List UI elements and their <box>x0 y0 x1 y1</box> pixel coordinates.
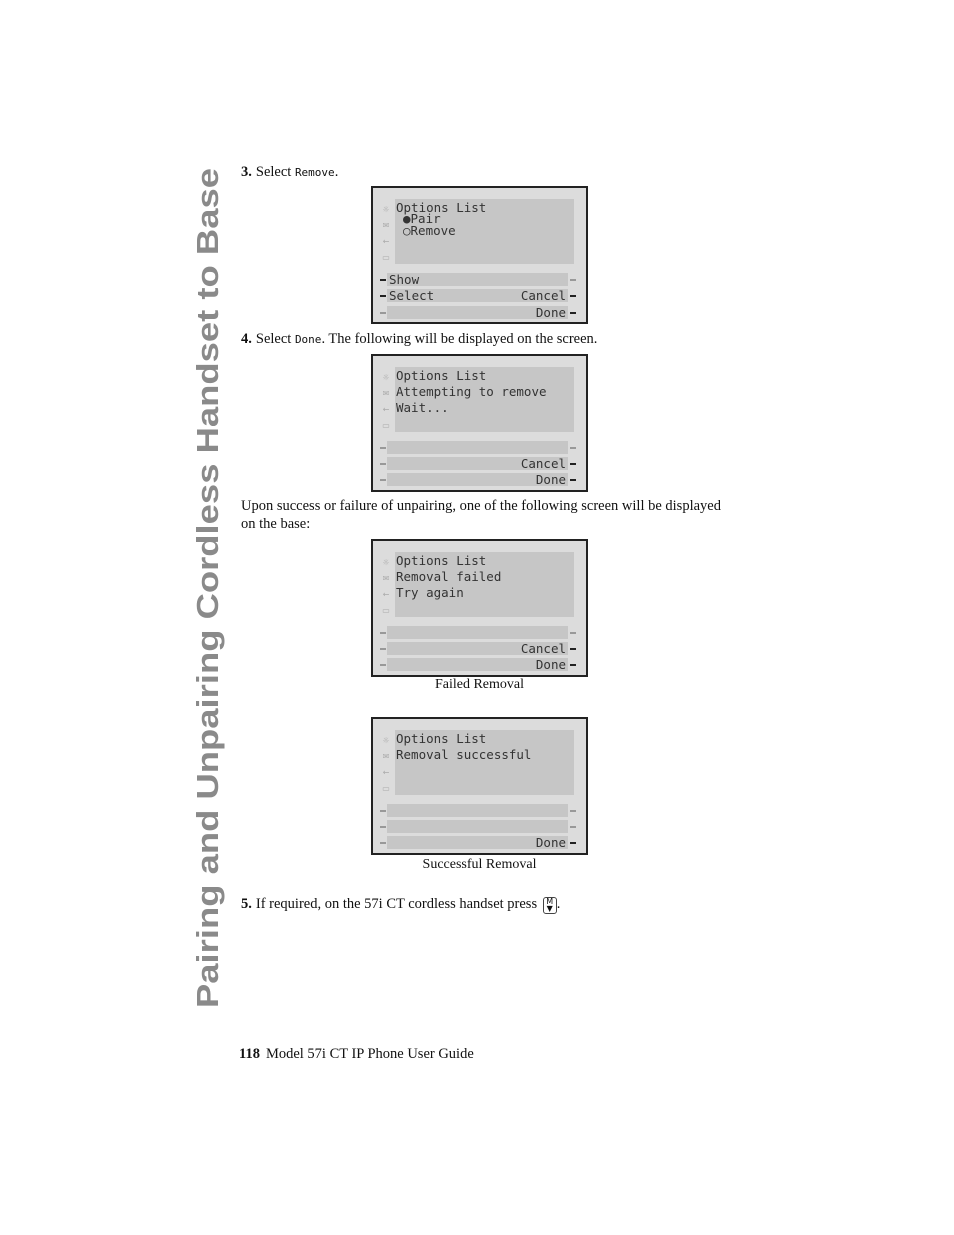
softkey-row-3 <box>387 658 568 671</box>
body-paragraph: Upon success or failure of unpairing, one of the following screen will be displayed on the base: <box>241 498 721 532</box>
line-icon: ☼ <box>382 558 390 567</box>
softkey-tick <box>570 842 576 844</box>
softkey-row-2 <box>387 820 568 833</box>
softkey-tick <box>380 632 386 634</box>
lcd-line-3: Try again <box>396 585 464 600</box>
caption-failed: Failed Removal <box>434 677 525 692</box>
softkey-tick <box>570 463 576 465</box>
step-text: Select <box>255 331 292 347</box>
lcd-status-icons <box>379 555 393 619</box>
lcd-line-1: Options List <box>396 553 487 568</box>
message-icon: ✉ <box>382 221 390 230</box>
step-5 <box>241 895 560 914</box>
softkey-tick <box>570 826 576 828</box>
message-icon: ✉ <box>382 752 390 761</box>
softkey-tick <box>380 826 386 828</box>
softkey-row-1 <box>387 441 568 454</box>
softkey-cancel: Cancel <box>520 288 566 303</box>
softkey-tick <box>380 279 386 281</box>
softkey-row-2 <box>387 457 568 470</box>
lcd-option-remove: ○Remove <box>403 223 456 238</box>
softkey-cancel: Cancel <box>520 641 566 656</box>
lcd-line-2: Removal successful <box>396 747 532 762</box>
softkey-row-1 <box>387 804 568 817</box>
softkey-tick <box>570 648 576 650</box>
side-title-text: Pairing and Unpairing Cordless Handset to Base <box>190 293 225 1008</box>
softkey-tick <box>380 479 386 481</box>
softkey-tick <box>380 447 386 449</box>
lcd-status-icons <box>379 370 393 434</box>
page-number: 118 <box>239 1046 260 1062</box>
step-text: If required, on the 57i CT cordless handset press <box>255 896 538 912</box>
menu-key-icon: M ▼ <box>543 897 557 914</box>
softkey-row-3 <box>387 306 568 319</box>
line-icon: ☼ <box>382 736 390 745</box>
softkey-tick <box>380 312 386 314</box>
softkey-show: Show <box>389 272 420 287</box>
softkey-tick <box>380 648 386 650</box>
lcd-screen-options <box>371 186 588 324</box>
softkey-tick <box>570 295 576 297</box>
arrow-icon: ← <box>382 768 390 777</box>
message-icon: ✉ <box>382 574 390 583</box>
lcd-status-icons <box>379 733 393 797</box>
radio-empty-icon: ○ <box>403 223 411 238</box>
lcd-line-1: Options List <box>396 368 487 383</box>
step-number: 4. <box>241 331 252 347</box>
caption-success: Successful Removal <box>422 857 537 872</box>
softkey-row-1 <box>387 626 568 639</box>
softkey-tick <box>380 295 386 297</box>
page-footer <box>239 1046 474 1063</box>
softkey-tick <box>570 479 576 481</box>
softkey-tick <box>380 664 386 666</box>
lcd-status-icons <box>379 202 393 266</box>
softkey-done: Done <box>535 657 566 672</box>
arrow-icon: ← <box>382 237 390 246</box>
step-code: Remove <box>294 166 335 179</box>
softkey-tick <box>570 279 576 281</box>
softkey-row-2 <box>387 642 568 655</box>
softkey-done: Done <box>535 305 566 320</box>
line-icon: ☼ <box>382 373 390 382</box>
step-end: . <box>334 164 339 180</box>
softkey-tick <box>570 312 576 314</box>
softkey-done: Done <box>535 472 566 487</box>
step-end: . The following will be displayed on the screen. <box>321 331 598 347</box>
message-icon: ✉ <box>382 389 390 398</box>
step-text: Select <box>255 164 292 180</box>
softkey-tick <box>380 842 386 844</box>
softkey-tick <box>380 810 386 812</box>
line-icon: ☼ <box>382 205 390 214</box>
softkey-cancel: Cancel <box>520 456 566 471</box>
softkey-select: Select <box>389 288 435 303</box>
keypad-icon: ▭ <box>382 784 390 793</box>
lcd-option-pair: ●Pair <box>403 211 441 226</box>
keypad-icon: ▭ <box>382 421 390 430</box>
lcd-line-2: Attempting to remove <box>396 384 547 399</box>
softkey-tick <box>570 664 576 666</box>
keypad-icon: ▭ <box>382 606 390 615</box>
step-end: . <box>556 896 561 912</box>
step-number: 3. <box>241 164 252 180</box>
step-4 <box>241 330 597 349</box>
lcd-line-1: Options List <box>396 731 487 746</box>
step-code: Done <box>294 333 322 346</box>
softkey-row-3 <box>387 473 568 486</box>
footer-title: Model 57i CT IP Phone User Guide <box>265 1046 474 1062</box>
lcd-title: Options List <box>396 200 487 215</box>
softkey-row-1 <box>387 273 568 286</box>
step-3 <box>241 163 338 182</box>
lcd-line-2: Removal failed <box>396 569 502 584</box>
radio-selected-icon: ● <box>403 211 411 226</box>
softkey-row-2 <box>387 289 568 302</box>
softkey-tick <box>570 810 576 812</box>
softkey-tick <box>570 447 576 449</box>
softkey-tick <box>570 632 576 634</box>
softkey-tick <box>380 463 386 465</box>
side-title <box>189 168 225 1008</box>
step-number: 5. <box>241 896 252 912</box>
arrow-icon: ← <box>382 590 390 599</box>
softkey-row-3 <box>387 836 568 849</box>
lcd-screen-success <box>371 717 588 855</box>
keypad-icon: ▭ <box>382 253 390 262</box>
softkey-done: Done <box>535 835 566 850</box>
arrow-icon: ← <box>382 405 390 414</box>
lcd-screen-attempting <box>371 354 588 492</box>
lcd-screen-failed <box>371 539 588 677</box>
lcd-line-3: Wait... <box>396 400 449 415</box>
